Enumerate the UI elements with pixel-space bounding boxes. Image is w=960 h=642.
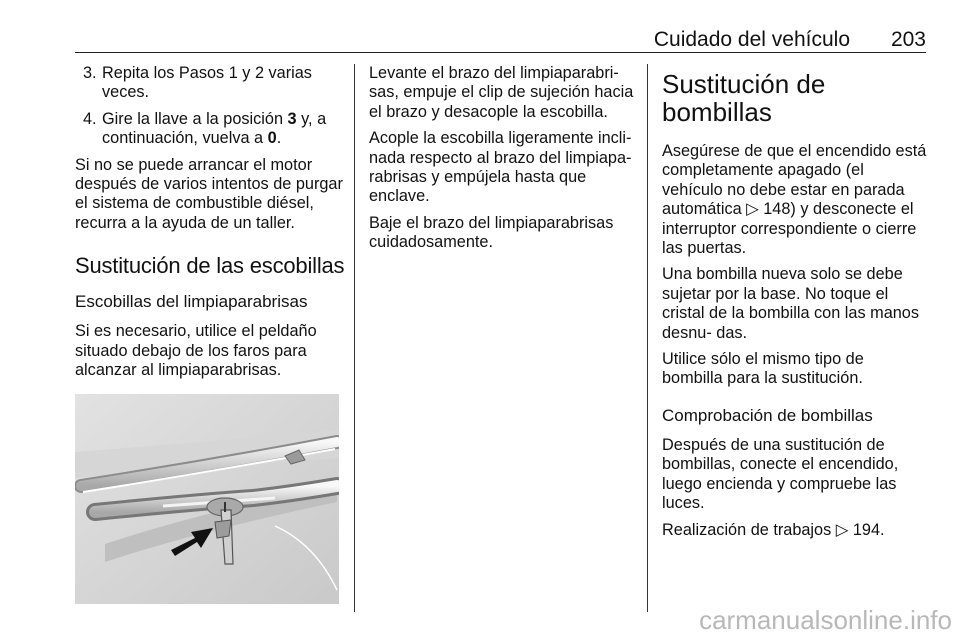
page-header (75, 22, 926, 53)
step-usage-paragraph: Si es necesario, utilice el peldaño situado debajo de los faros para alcanzar al limpiaparabrisas. (75, 322, 317, 380)
attach-blade-paragraph: Acople la escobilla ligeramente incli- nada respecto al brazo del limpiapa- rabrisas y empújela hasta que enclave. (369, 129, 632, 206)
step-4 (75, 110, 343, 149)
column-2 (369, 64, 637, 260)
page-reference-194[interactable]: 194 (852, 520, 881, 539)
section-title: Cuidado del vehículo (653, 28, 850, 51)
step-4-text: Gire la llave a la posición 3 y, a continuación, vuelva a 0. (102, 109, 327, 148)
watermark: carmanualsonline.info (699, 605, 952, 635)
windscreen-wiper-subheading: Escobillas del limpiaparabrisas (75, 292, 308, 312)
step-3-text: Repita los Pasos 1 y 2 varias veces. (102, 64, 312, 102)
lower-arm-paragraph: Baje el brazo del limpiaparabrisas cuidadosamente. (369, 213, 614, 252)
lift-arm-paragraph: Levante el brazo del limpiaparabri- sas, empuje el clip de sujeción hacia el brazo y desacople la escobilla. (369, 64, 634, 121)
same-type-paragraph: Utilice sólo el mismo tipo de bombilla para la sustitución. (662, 350, 864, 388)
step-3 (75, 64, 343, 103)
column-3 (662, 64, 928, 547)
wiper-arm-drawing (75, 394, 339, 604)
wiper-replacement-heading: Sustitución de las escobillas (75, 253, 345, 279)
diesel-purge-paragraph: Si no se puede arrancar el motor después de varios intentos de purgar el sistema de combustible diésel, recurra a la ayuda de un taller. (75, 155, 343, 232)
ignition-off-paragraph: Asegúrese de que el encendido está completamente apagado (el vehículo no debe estar en parada automática ▷ 148) y desconecte el interruptor correspondiente o cierre las puertas. (662, 142, 927, 258)
column-divider-left (354, 64, 355, 612)
step-4-number: 4. (83, 109, 97, 128)
column-divider-right (647, 64, 648, 612)
column-1 (75, 64, 343, 604)
check-lights-paragraph: Después de una sustitución de bombillas, conecte el encendido, luego encienda y compruebe las luces. (662, 435, 899, 513)
page-ref-arrow-icon: ▷ (746, 200, 759, 219)
page-number: 203 (890, 28, 926, 51)
wiper-illustration (75, 394, 339, 604)
works-reference-paragraph: Realización de trabajos ▷ 194. (662, 520, 885, 539)
page-reference-148[interactable]: 148 (763, 200, 791, 219)
step-3-number: 3. (83, 64, 97, 82)
bulb-check-subheading: Comprobación de bombillas (662, 405, 873, 425)
page-ref-arrow-icon: ▷ (835, 520, 849, 539)
hold-bulb-paragraph: Una bombilla nueva solo se debe sujetar por la base. No toque el cristal de la bombilla con las manos desnu- das. (662, 265, 920, 342)
bulb-replacement-heading: Sustitución de bombillas (662, 69, 826, 127)
